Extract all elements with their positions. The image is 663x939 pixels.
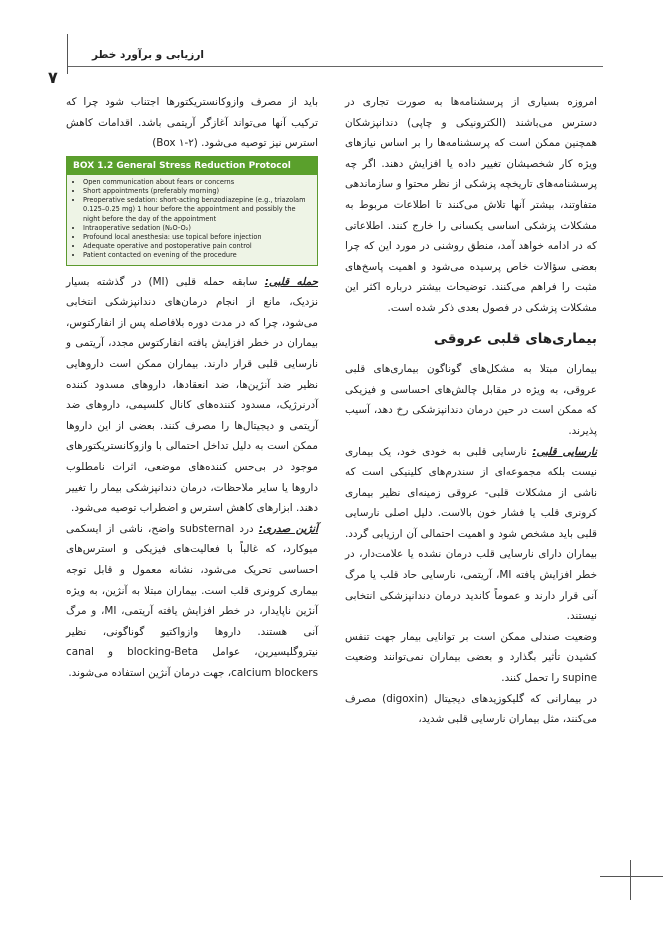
header-rule: [68, 66, 603, 67]
box-item: • Patient contacted on evening of the procedure: [83, 251, 311, 260]
heart-failure-paragraph: [345, 442, 597, 627]
cardio-paragraph: بیماران مبتلا به مشکل‌های گوناگون بیماری‌های قلبی عروقی، به ویژه در مقابل چالش‌های احساسی و فیزیکی که ممکن است در حین درمان دندانپزشکی رخ دهد، آسیب پذیرند.: [345, 363, 597, 437]
angina-term: آنژین صدری:: [258, 522, 319, 535]
crop-mark-bottom-v: [630, 860, 631, 900]
box-title: BOX 1.2 General Stress Reduction Protocol: [67, 157, 317, 175]
crop-mark-top: [67, 34, 68, 74]
continuation-paragraph: باید از مصرف وازوکانستریکتورها اجتناب شود چرا که ترکیب آنها می‌تواند آغازگر آریتمی باشد. اقدامات کاهش استرس نیز توصیه می‌شود. (Box ۱-۲): [66, 96, 318, 150]
chair-position-paragraph: وضعیت صندلی ممکن است بر توانایی بیمار جهت تنفس کشیدن تأثیر بگذارد و بعضی بیماران نمی‌توانند وضعیت supine را تحمل کنند.: [345, 630, 597, 685]
angina-paragraph: [66, 519, 318, 684]
crop-mark-bottom-h: [600, 876, 663, 877]
box-list: [67, 178, 317, 261]
mi-paragraph: [66, 272, 318, 519]
right-column: [345, 92, 597, 730]
mi-term: حمله قلبی:: [264, 275, 318, 288]
mi-text: سابقه حمله قلبی (MI) در گذشته بسیار نزدیک، مانع از انجام درمان‌های دندانپزشکی انتخابی می‌شود، چرا که در مدت دوره بلافاصله پس از انفارکتوس، بیماران در خطر افزایش یافته انفارکتوس مجدد، آریتمی و نارسایی قلبی قرار دارند. بیماران ممکن است داروهایی نظیر ضد آنژین‌ها، ضد انعقادها، داروهای مسدود کننده آدرنرژیک، مسدود کننده‌های کانال کلسیمی، داروهای ضد آریتمی و دیجیتال‌ها را مصرف کنند. بعضی از این داروها ممکن است به دلیل تداخل احتمالی با وازوکانستریکتورهای موجود در بی‌حس کننده‌های موضعی، اثرات نامطلوب داروها یا سایر ملاحظات، درمان دندانپزشکی بیمار را تغییر دهند. ابزارهای کاهش استرس و اضطراب توصیه می‌شود.: [66, 275, 318, 515]
box-item: • Profound local anesthesia: use topical before injection: [83, 233, 311, 242]
running-header: ارزیابی و برآورد خطر: [92, 49, 204, 61]
box-item: • Preoperative sedation: short-acting benzodiazepine (e.g., triazolam 0.125–0.25 mg) 1 hour before the appointment and possibly the night before the day of the appointment: [83, 196, 311, 224]
left-column: [66, 92, 318, 683]
intro-paragraph: امروزه بسیاری از پرسشنامه‌ها به صورت تجاری در دسترس می‌باشند (الکترونیکی و چاپی) دندانپزشکان همچنین ممکن است که پرسشنامه‌ها را بر اساس نیازهای ویژه کار شخصیشان تغییر داده یا افزایش دهند. اگر چه پرسشنامه‌های تاریخچه پزشکی از نظر محتوا و سازماندهی متفاوتند، بیشتر آنها تلاش می‌کنند تا اطلاعات مربوط به مشکلات پزشکی اساسی یکسانی را خارج کنند. اطلاعاتی که در ادامه خواهد آمد، منطق روشنی در مورد این که چرا بعضی سؤالات خاص پرسیده می‌شود و اهمیت پاسخ‌های مثبت را فراهم می‌کنند. توضیحات بیشتر درباره اکثر این مشکلات پزشکی در فصول بعدی ذکر شده است.: [345, 96, 597, 314]
box-item: • Intraoperative sedation (N₂O-O₂): [83, 224, 311, 233]
box-item: • Open communication about fears or concerns: [83, 178, 311, 187]
page-number: ۷: [48, 68, 58, 87]
heart-failure-term: نارسایی قلبی:: [532, 445, 597, 458]
heart-failure-text: نارسایی قلبی به خودی خود، یک بیماری نیست بلکه مجموعه‌ای از سندرم‌های کلینیکی است که ناشی از مشکلات قلبی- عروقی زمینه‌ای نظیر بیماری کرونری قلب یا فشار خون بالاست. دلیل اصلی نارسایی قلبی باید مشخص شود و اهمیت احتمالی آن ارزیابی گردد. بیماران دارای نارسایی قلب درمان نشده یا علامت‌دار، در خطر افزایش یافته MI، آریتمی، نارسایی حاد قلب یا مرگ آنی قرار دارند و عموماً کاندید درمان دندانپزشکی انتخابی نیستند.: [345, 445, 597, 623]
digoxin-paragraph: در بیمارانی که گلیکوزیدهای دیجیتال (digoxin) مصرف می‌کنند، مثل بیماران نارسایی قلبی شدید،: [345, 692, 598, 726]
stress-protocol-box: [66, 156, 318, 266]
section-heading: بیماری‌های قلبی عروقی: [433, 330, 597, 347]
angina-text: درد substernal واضح، ناشی از ایسکمی میوکارد، که غالباً با فعالیت‌های فیزیکی و استرس‌های احساسی تحریک می‌شود، نشانه معمول و قابل توجه بیماری کرونری قلب است. بیماران مبتلا به آنژین، به ویژه آنژین ناپایدار، در خطر افزایش یافته آریتمی، MI، و مرگ آنی هستند. داروها وازواکتیو گوناگونی، نظیر نیتروگلیسیرین، عوامل blocking-Beta و canal calcium blockers، جهت درمان آنژین استفاده می‌شوند.: [66, 522, 319, 679]
box-item: • Short appointments (preferably morning): [83, 187, 311, 196]
box-item: • Adequate operative and postoperative pain control: [83, 242, 311, 251]
